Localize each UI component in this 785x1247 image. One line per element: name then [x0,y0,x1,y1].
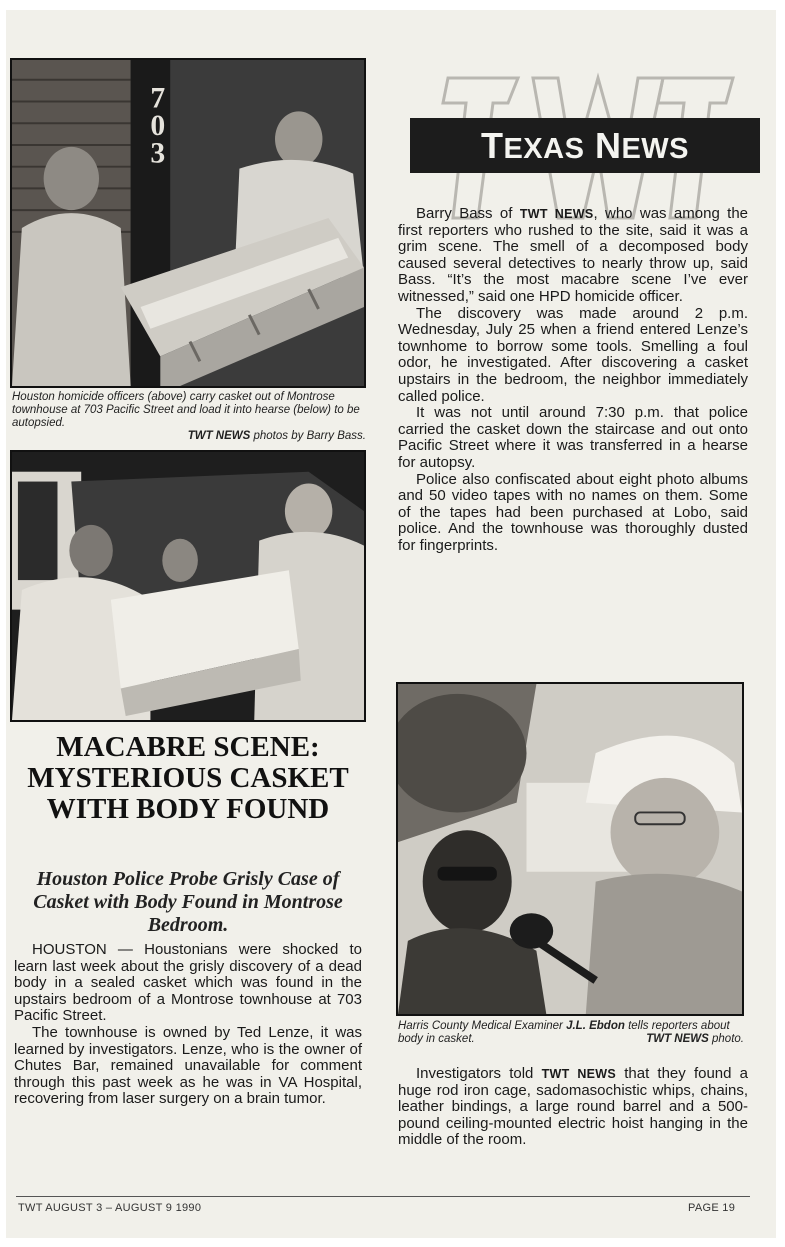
door-number-703: 7 [150,82,166,115]
article-body-right [398,206,748,554]
svg-text:0: 0 [150,110,166,143]
article-body-right-bottom [398,1066,748,1149]
credit-outlet: TWT NEWS [187,430,251,442]
text-run: , who was among the first reporters who rushed to the site, said it was a grim scene. The smell of a decomposed body caused several detectives to nearly throw up, said Bass. “It’s the most macabre scene I’ve ever witnessed,” said one HPD homicide officer. [398,205,749,305]
article-body-left [14,942,362,1108]
article-headline: MACABRE SCENE: MYSTERIOUS CASKET WITH BODY FOUND [27,731,349,825]
caption-name: J.L. Ebdon [566,1020,625,1032]
photo-caption-right [398,1020,744,1046]
caption-text: tells reporters about body in casket. [398,1020,730,1045]
credit-text: photos by Barry Bass. [253,430,366,442]
footer-rule [16,1196,750,1197]
footer-issue-date: TWT AUGUST 3 – AUGUST 9 1990 [18,1202,202,1214]
caption-text: Houston homicide officers (above) carry casket out of Montrose townhouse at 703 Pacific Street and load it into hearse (below) to be autopsied. [12,391,360,429]
text-run: Investigators told [416,1065,534,1082]
article-deck: Houston Police Probe Grisly Case of Casket with Body Found in Montrose Bedroom. [33,868,343,936]
outlet-name: TWT NEWS [541,1067,617,1081]
photo-caption-top [12,391,366,443]
svg-text:3: 3 [150,137,166,170]
article-paragraph [398,1066,748,1149]
caption-text: Harris County Medical Examiner [398,1020,563,1032]
article-paragraph [398,206,748,306]
credit-text: photo. [712,1033,744,1045]
credit-outlet: TWT NEWS [646,1033,709,1045]
banner-word: EXAS [503,133,585,165]
article-paragraph: Police also confiscated about eight photo albums and 50 video tapes with no names on them. Some of the tapes had been purchased at Lobo, said police. And the townhouse was thoroughly dusted for fingerprints. [398,470,748,554]
article-paragraph: The discovery was made around 2 p.m. Wednesday, July 25 when a friend entered Lenze’s townhome to borrow some tools. Smelling a foul odor, he investigated. After discovering a casket upstairs in the bedroom, the neighbor immediately called police. [398,304,748,405]
text-run: that they found a huge rod iron cage, sadomasochistic whips, chains, leather bindings, a large round barrel and a 500-pound ceiling-mounted electric hoist hanging in the middle of the room. [398,1065,749,1149]
outlet-name: TWT NEWS [519,207,594,221]
banner-letter: T [480,125,504,166]
article-paragraph: The townhouse is owned by Ted Lenze, it was learned by investigators. Lenze, who is the owner of Chutes Bar, remained unavailable for comment through this past week as he was in VA Hospital, recovering from laser surgery on a brain tumor. [14,1023,362,1108]
article-paragraph: HOUSTON — Houstonians were shocked to learn last week about the grisly discovery of a dead body in a sealed casket which was found in the upstairs bedroom of a Montrose townhouse at 703 Pacific Street. [14,941,362,1025]
photo-medical-examiner [396,682,744,1016]
photo-casket-carried-out [10,58,366,388]
newspaper-page [6,10,776,1238]
text-run: Barry Bass of [416,205,513,222]
article-paragraph: It was not until around 7:30 p.m. that police carried the casket down the staircase and out onto Pacific Street where it was transferred in a hearse for autopsy. [398,404,748,471]
section-banner-texas-news [410,118,760,173]
banner-letter: N [594,125,622,166]
photo-hearse-loading [10,450,366,722]
footer-page-number: PAGE 19 [688,1202,736,1214]
banner-word: EWS [621,133,690,165]
photo-credit-top [12,430,366,443]
